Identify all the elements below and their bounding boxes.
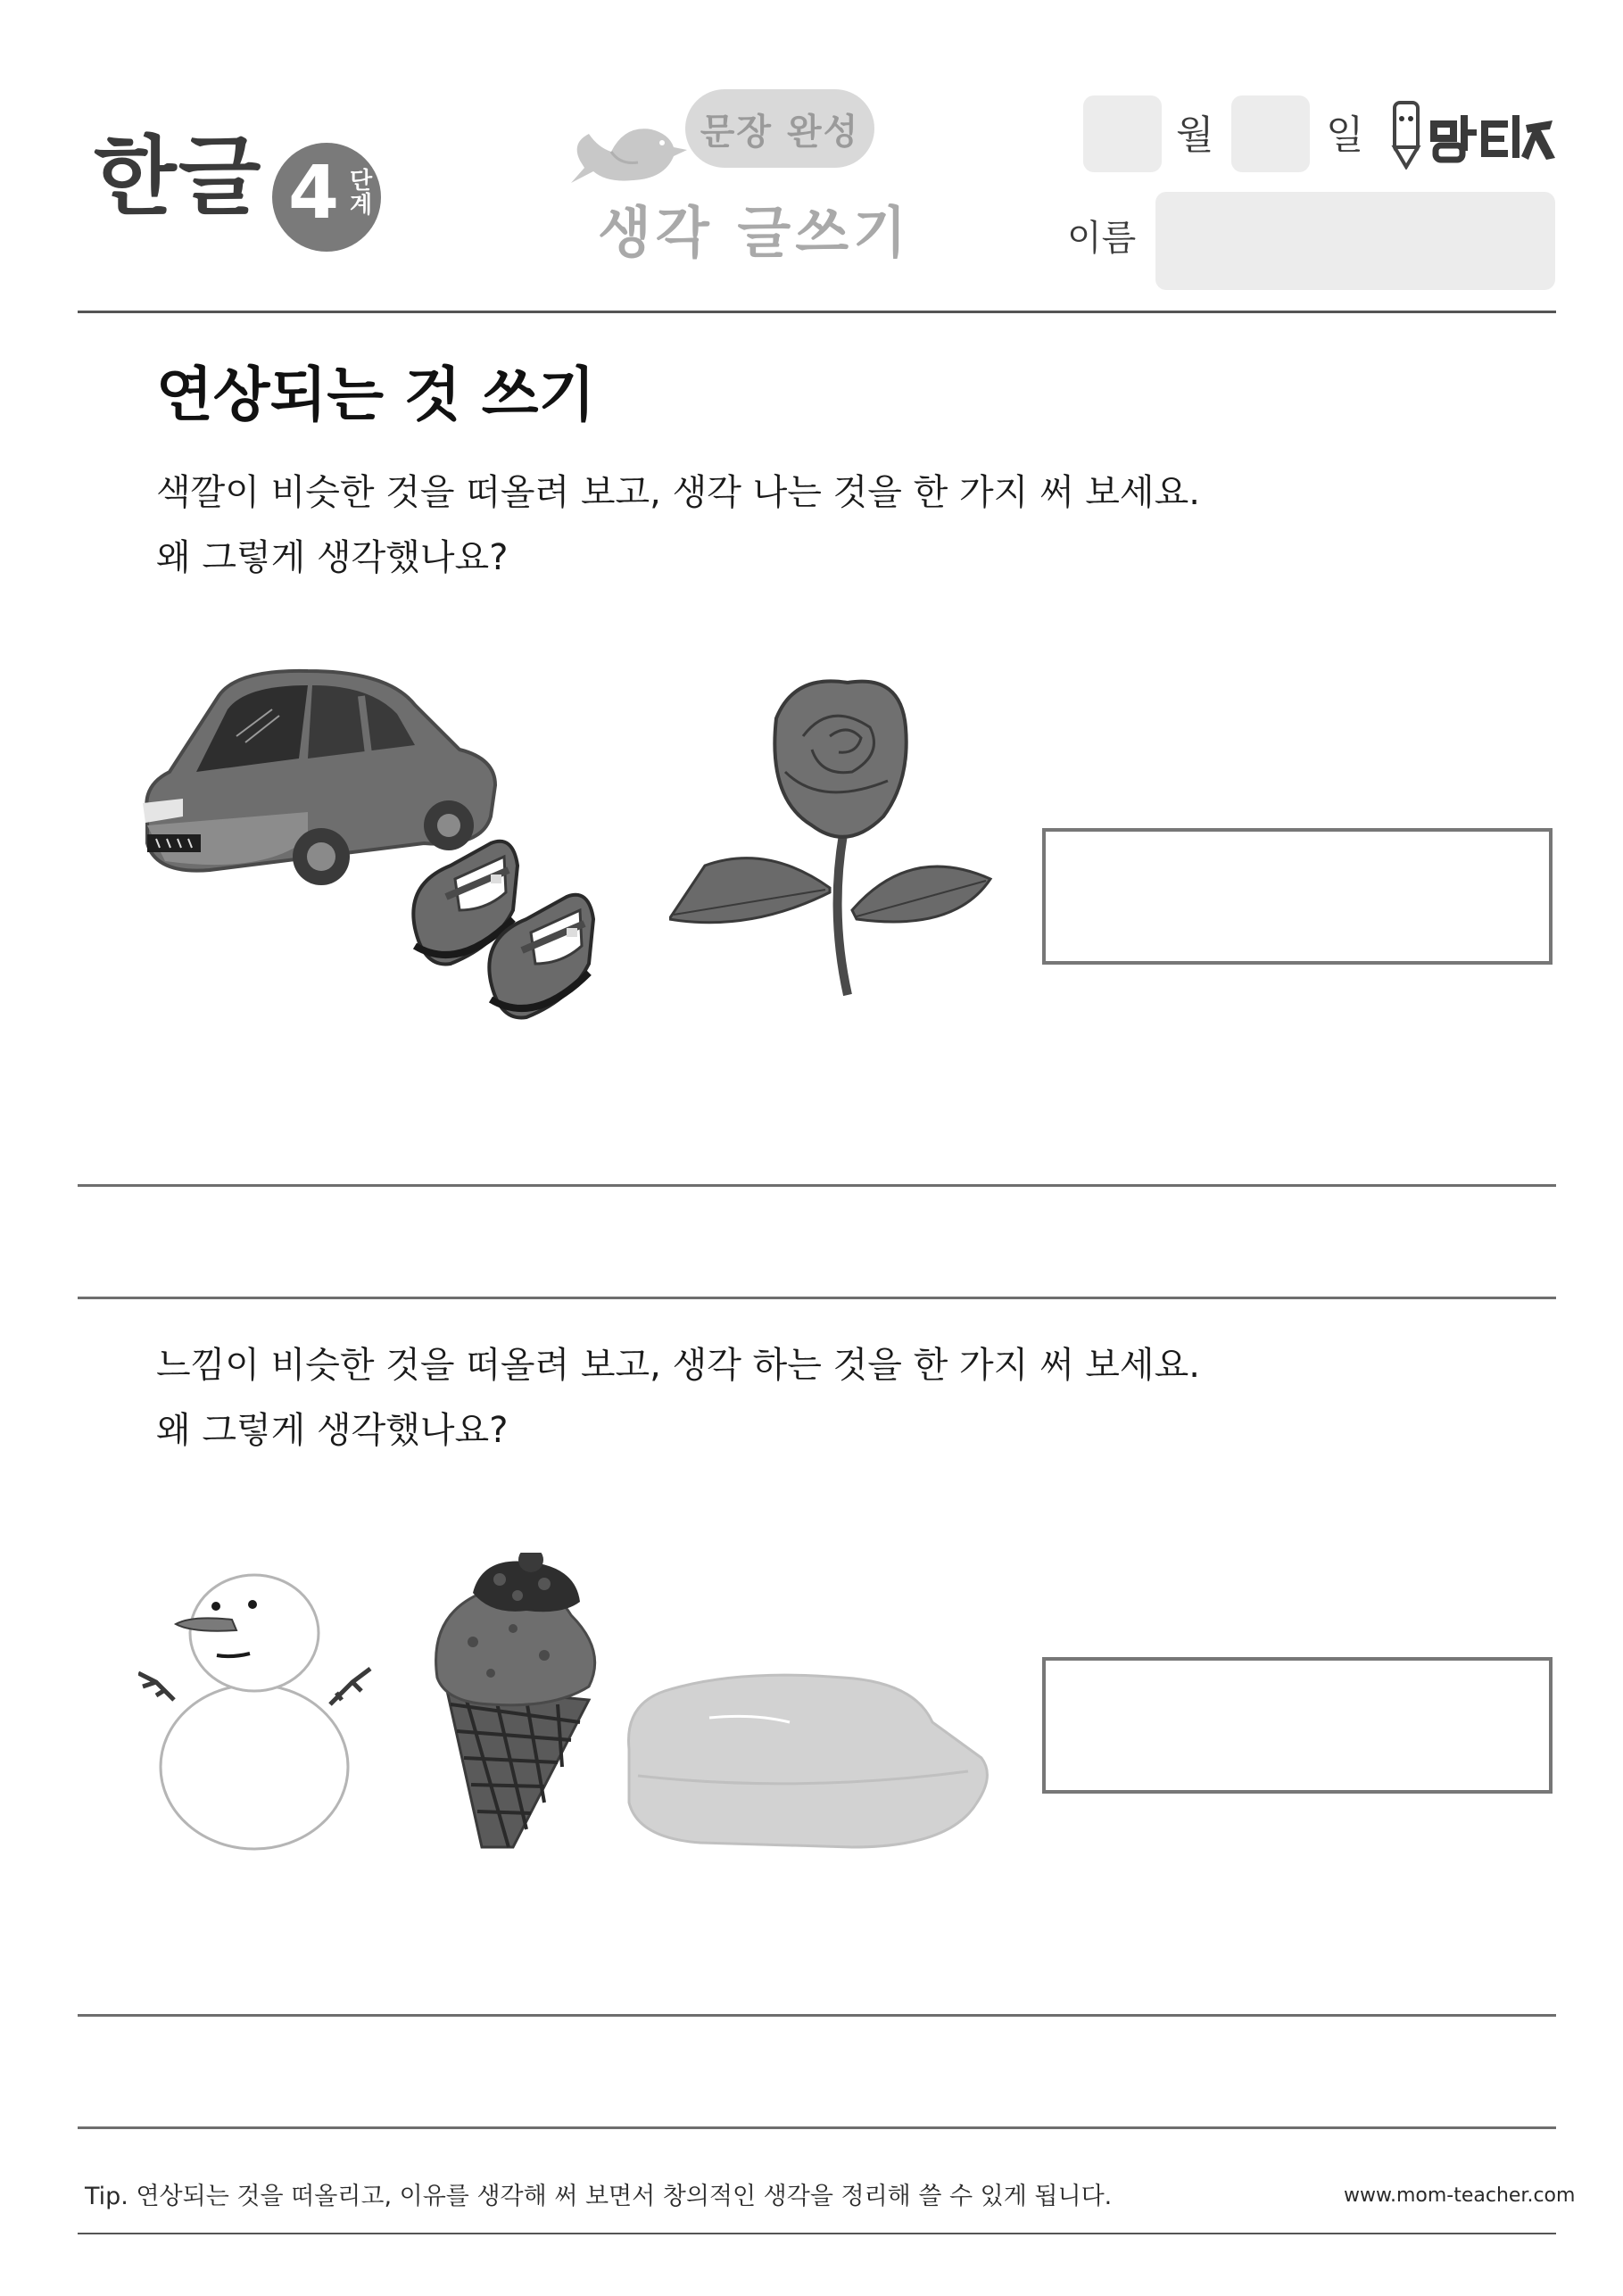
header-divider (78, 311, 1556, 313)
snowman-image (138, 1566, 379, 1852)
footer-divider (78, 2233, 1556, 2234)
month-field[interactable] (1083, 95, 1162, 172)
bird-icon (562, 107, 696, 196)
level-word: 단계 (345, 168, 372, 216)
question-1-answer-line (78, 1184, 1556, 1187)
tip-text: Tip. 연상되는 것을 떠올리고, 이유를 생각해 써 보면서 창의적인 생각을 정리해 쓸 수 있게 됩니다. (85, 2183, 1113, 2210)
brand-logo (1387, 94, 1561, 170)
question-2-answer-box[interactable] (1042, 1657, 1553, 1794)
question-2-line-2: 왜 그렇게 생각했나요? (156, 1410, 509, 1451)
name-label: 이름 (1067, 218, 1137, 259)
section-title: 연상되는 것 쓰기 (156, 361, 596, 429)
day-field[interactable] (1231, 95, 1310, 172)
question-1-answer-line-2 (78, 1297, 1556, 1299)
question-1-line-2: 왜 그렇게 생각했나요? (156, 537, 509, 578)
question-2-answer-line (78, 2014, 1556, 2017)
shoes-image (406, 830, 638, 1044)
day-label: 일 (1326, 112, 1364, 158)
question-1-line-1: 색깔이 비슷한 것을 떠올려 보고, 생각 나는 것을 한 가지 써 보세요. (156, 472, 1200, 513)
rose-image (669, 665, 1008, 1004)
question-1-answer-box[interactable] (1042, 828, 1553, 965)
name-field[interactable] (1155, 192, 1555, 290)
question-2-answer-line-2 (78, 2126, 1556, 2129)
ice-cream-image (428, 1553, 607, 1856)
category-pill: 문장 완성 (685, 89, 874, 168)
month-label: 월 (1176, 112, 1214, 158)
level-badge (272, 143, 381, 252)
question-2-line-1: 느낌이 비슷한 것을 떠올려 보고, 생각 하는 것을 한 가지 써 보세요. (156, 1345, 1200, 1386)
ice-block-image (620, 1669, 995, 1856)
website-link[interactable]: www.mom-teacher.com (1344, 2184, 1576, 2207)
worksheet-logo: 한글 (94, 127, 263, 227)
worksheet-subtitle: 생각 글쓰기 (598, 200, 912, 265)
level-number: 4 (288, 151, 340, 236)
